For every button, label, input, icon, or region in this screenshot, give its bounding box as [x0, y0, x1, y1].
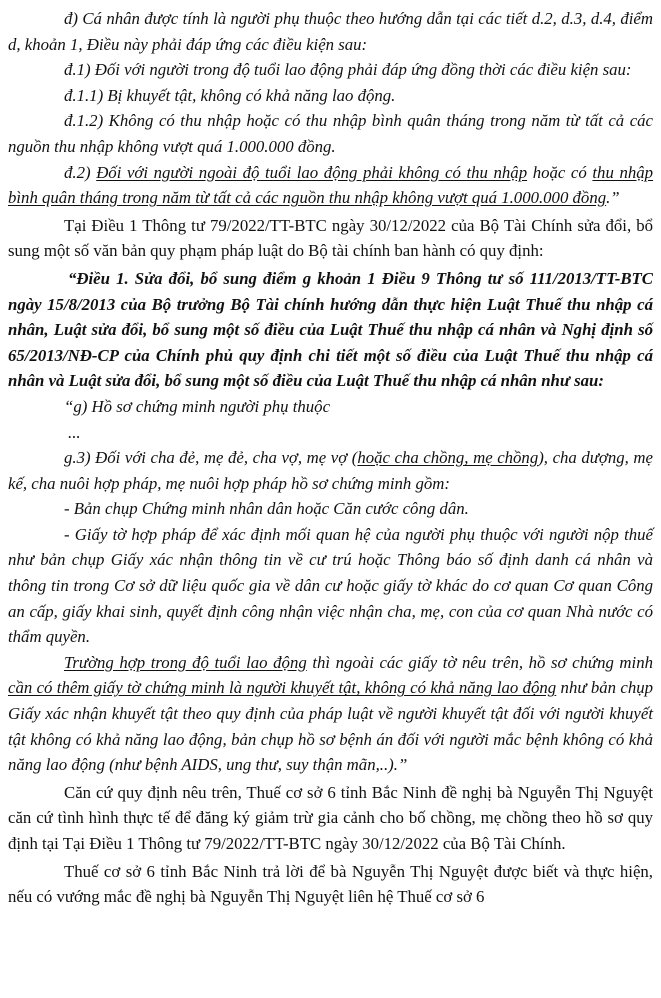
d2-end: .”: [606, 188, 620, 208]
paragraph-intro: Tại Điều 1 Thông tư 79/2022/TT-BTC ngày 30/12/2022 của Bộ Tài Chính sửa đổi, bổ sung một số văn bản quy phạm pháp luật do Bộ tài chính ban hành có quy định:: [8, 215, 653, 261]
paragraph-g3: [8, 445, 653, 496]
paragraph-d2: [8, 160, 653, 211]
d2-label: đ.2): [64, 162, 97, 182]
case-text-1: thì ngoài các giấy tờ nêu trên, hồ sơ chứng minh: [306, 652, 653, 672]
case-underline-2: cần có thêm giấy tờ chứng minh là người khuyết tật, không có khả năng lao động: [8, 678, 557, 698]
d2-underline-1: Đối với người ngoài độ tuổi lao động phải: [96, 162, 399, 182]
g3-text-1: g.3) Đối với cha đẻ, mẹ đẻ, cha vợ, mẹ vợ (: [64, 448, 358, 468]
paragraph-working-age-case: [8, 650, 653, 778]
bullet-id-card: - Bản chụp Chứng minh nhân dân hoặc Căn cước công dân.: [64, 499, 469, 519]
case-text-2: như bản chụp Giấy xác nhận khuyết tật theo quy định của pháp luật về người khuyết tật đối với người khuyết tật không có khả năng lao động, bản chụp hồ sơ bệnh án đối với người mắc bệnh không có khả năng lao động (như bệnh AIDS, ung thư, suy thận mãn,..).”: [8, 678, 653, 775]
d2-underline-3: thu nhập bình quân tháng trong năm từ tất cả các nguồn thu nhập không vượt quá 1.000.000 đồng: [8, 162, 654, 208]
paragraph-d11: đ.1.1) Bị khuyết tật, không có khả năng lao động.: [64, 85, 396, 105]
g3-text-2: ), cha dượng, mẹ kế, cha nuôi hợp pháp, mẹ nuôi hợp pháp hồ sơ chứng minh gồm:: [8, 448, 653, 493]
paragraph-reply: Thuế cơ sở 6 tỉnh Bắc Ninh trả lời để bà Nguyễn Thị Nguyệt được biết và thực hiện, nếu có vướng mắc đề nghị bà Nguyễn Thị Nguyệt liên hệ Thuế cơ sở 6: [8, 861, 653, 907]
paragraph-basis: Căn cứ quy định nêu trên, Thuế cơ sở 6 tỉnh Bắc Ninh đề nghị bà Nguyễn Thị Nguyệt căn cứ tình hình thực tế để đăng ký giảm trừ gia cảnh cho bố chồng, mẹ chồng theo hồ sơ quy định tại Tại Điều 1 Thông tư 79/2022/TT-BTC ngày 30/12/2022 của Bộ Tài Chính.: [8, 782, 653, 853]
paragraph-dieu-1: “Điều 1. Sửa đổi, bổ sung điểm g khoản 1 Điều 9 Thông tư số 111/2013/TT-BTC ngày 15/8/2013 của Bộ trưởng Bộ Tài chính hướng dẫn thực hiện Luật Thuế thu nhập cá nhân, Luật sửa đổi, bổ sung một số điều của Luật Thuế thu nhập cá nhân và Nghị định số 65/2013/NĐ-CP của Chính phủ quy định chi tiết một số điều của Luật Thuế thu nhập cá nhân và Luật sửa đổi, bổ sung một số điều của Luật Thuế thu nhập cá nhân như sau:: [8, 268, 653, 391]
ellipsis: ...: [68, 422, 81, 442]
paragraph-d: đ) Cá nhân được tính là người phụ thuộc theo hướng dẫn tại các tiết d.2, d.3, d.4, điểm d, khoản 1, Điều này phải đáp ứng các điều kiện sau:: [8, 9, 653, 54]
bullet-relationship-documents: - Giấy tờ hợp pháp để xác định mối quan hệ của người phụ thuộc với người nộp thuế như bản chụp Giấy xác nhận thông tin về cư trú hoặc Thông báo số định danh cá nhân và thông tin trong Cơ sở dữ liệu quốc gia về dân cư hoặc giấy tờ khác do cơ quan Cơ quan Công an cấp, giấy khai sinh, quyết định công nhận việc nhận cha, mẹ, con của cơ quan Nhà nước có thẩm quyền.: [8, 524, 653, 647]
g3-underline: hoặc cha chồng, mẹ chồng: [357, 448, 539, 468]
case-underline-1: Trường hợp trong độ tuổi lao động: [64, 652, 307, 672]
paragraph-g: “g) Hồ sơ chứng minh người phụ thuộc: [64, 396, 331, 416]
paragraph-d12: đ.1.2) Không có thu nhập hoặc có thu nhập bình quân tháng trong năm từ tất cả các nguồn thu nhập không vượt quá 1.000.000 đồng.: [8, 111, 653, 156]
d2-underline-2: không có thu nhập: [398, 162, 528, 182]
d2-text: hoặc có: [527, 162, 593, 182]
paragraph-d1: đ.1) Đối với người trong độ tuổi lao động phải đáp ứng đồng thời các điều kiện sau:: [64, 60, 632, 80]
